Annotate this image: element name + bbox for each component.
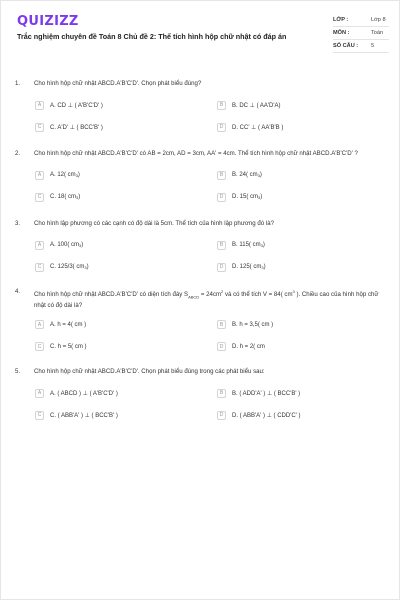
option-a[interactable] xyxy=(35,241,83,250)
option-d[interactable] xyxy=(217,263,266,272)
option-b[interactable] xyxy=(217,241,265,250)
option-letter: A xyxy=(35,101,44,110)
question-text: Cho hình hộp chữ nhật ABCD.A'B'C'D'. Chọn phát biểu đúng? xyxy=(34,80,202,87)
question-number: 1. xyxy=(15,80,21,87)
option-d[interactable] xyxy=(217,342,265,351)
question-number: 3. xyxy=(15,220,21,227)
option-text: A. CD ⊥ ( A'B'C'D' ) xyxy=(50,102,103,109)
meta-label: SỐ CÂU : xyxy=(333,43,359,49)
exponent: 3 xyxy=(76,194,79,200)
exponent: 3 xyxy=(257,172,260,178)
question-number: 5. xyxy=(15,368,21,375)
question-2 xyxy=(15,150,391,209)
option-letter: A xyxy=(35,320,44,329)
meta-table xyxy=(333,14,389,53)
option-a[interactable] xyxy=(35,389,118,398)
meta-row-subject xyxy=(333,27,389,40)
option-text: B. h = 3,5( cm ) xyxy=(232,321,274,328)
meta-value: 5 xyxy=(371,43,375,49)
option-text: A. h = 4( cm ) xyxy=(50,321,87,328)
meta-row-count xyxy=(333,40,389,53)
option-letter: C xyxy=(35,263,44,272)
option-tail: ) xyxy=(77,172,80,178)
option-tail: ) xyxy=(262,242,265,248)
option-a[interactable] xyxy=(35,101,103,110)
option-a[interactable] xyxy=(35,320,86,329)
option-b[interactable] xyxy=(217,320,273,329)
option-c[interactable] xyxy=(35,342,87,351)
option-tail: ) xyxy=(78,194,81,200)
question-4 xyxy=(15,288,391,358)
quizizz-logo: QUIZIZZ xyxy=(17,14,79,29)
option-letter: A xyxy=(35,389,44,398)
option-letter: B xyxy=(217,241,226,250)
option-letter: B xyxy=(217,389,226,398)
option-letter: A xyxy=(35,241,44,250)
option-text: C. 125/3( cm xyxy=(50,264,85,270)
option-c[interactable] xyxy=(35,263,89,272)
question-text: Cho hình hộp chữ nhật ABCD.A'B'C'D' có AB = 2cm, AD = 3cm, AA' = 4cm. Thể tích hình hộp chữ nhật ABCD.A'B'C'D' ? xyxy=(34,150,358,157)
option-text: B. DC ⊥ ( AA'D'A) xyxy=(232,102,281,109)
question-text: Cho hình lập phương có các cạnh có độ dài là 5cm. Thể tích của hình lập phương đó là? xyxy=(34,220,274,227)
option-tail: ) xyxy=(259,172,262,178)
option-c[interactable] xyxy=(35,411,118,420)
option-letter: D xyxy=(217,342,226,351)
meta-label: MÔN : xyxy=(333,30,350,36)
worksheet-title: Trắc nghiệm chuyên đề Toán 8 Chủ đề 2: Thể tích hình hộp chữ nhật có đáp án xyxy=(17,32,287,41)
option-text: B. 115( cm xyxy=(232,242,261,248)
meta-value: Toán xyxy=(371,30,384,36)
option-tail: ) xyxy=(260,194,263,200)
option-a[interactable] xyxy=(35,171,80,180)
meta-label: LỚP : xyxy=(333,17,349,23)
option-b[interactable] xyxy=(217,171,262,180)
option-letter: C xyxy=(35,123,44,132)
meta-value: Lớp 8 xyxy=(371,17,386,23)
option-c[interactable] xyxy=(35,123,103,132)
option-d[interactable] xyxy=(217,123,283,132)
option-text: A. 12( cm xyxy=(50,172,76,178)
option-letter: D xyxy=(217,123,226,132)
option-letter: D xyxy=(217,193,226,202)
option-text: D. 15( cm xyxy=(232,194,259,200)
option-text: D. ( ABB'A' ) ⊥ ( CDD'C' ) xyxy=(232,412,301,419)
option-text: A. 100( cm xyxy=(50,242,80,248)
exponent: 3 xyxy=(84,264,87,270)
exponent: 3 xyxy=(258,194,261,200)
option-letter: B xyxy=(217,101,226,110)
option-letter: C xyxy=(35,342,44,351)
option-letter: D xyxy=(217,411,226,420)
question-5 xyxy=(15,368,391,427)
option-letter: D xyxy=(217,263,226,272)
exponent: 3 xyxy=(261,264,264,270)
question-1 xyxy=(15,80,391,139)
meta-row-class xyxy=(333,14,389,27)
option-text: C. 18( cm xyxy=(50,194,77,200)
option-letter: B xyxy=(217,320,226,329)
option-tail: ) xyxy=(86,264,89,270)
option-text: D. h = 2( cm xyxy=(232,343,265,350)
option-letter: B xyxy=(217,171,226,180)
option-letter: A xyxy=(35,171,44,180)
option-tail: ) xyxy=(263,264,266,270)
option-letter: C xyxy=(35,193,44,202)
question-number: 4. xyxy=(15,288,21,295)
option-b[interactable] xyxy=(217,101,281,110)
option-letter: C xyxy=(35,411,44,420)
option-text: D. CC' ⊥ ( AA'B'B ) xyxy=(232,124,284,131)
exponent: 3 xyxy=(75,172,78,178)
option-b[interactable] xyxy=(217,389,300,398)
question-text: Cho hình hộp chữ nhật ABCD.A'B'C'D' có diện tích đáy $S_{ABCD} = 24cm^2$ và có thể tích V = 84( $cm^3$ ). Chiều cao của hình hộp chữ nhật có độ dài là? xyxy=(34,289,379,309)
question-3 xyxy=(15,220,391,279)
option-text: B. 24( cm xyxy=(232,172,258,178)
option-text: A. ( ABCD ) ⊥ ( A'B'C'D' ) xyxy=(50,390,118,397)
option-text: C. h = 5( cm ) xyxy=(50,343,87,350)
question-number: 2. xyxy=(15,150,21,157)
option-text: B. ( ADD'A' ) ⊥ ( BCC'B' ) xyxy=(232,390,301,397)
option-text: C. A'D' ⊥ ( BCC'B' ) xyxy=(50,124,103,131)
option-d[interactable] xyxy=(217,193,262,202)
option-tail: ) xyxy=(81,242,84,248)
option-c[interactable] xyxy=(35,193,80,202)
question-text: Cho hình hộp chữ nhật ABCD.A'B'C'D'. Chọn phát biểu đúng trong các phát biểu sau: xyxy=(34,368,265,375)
exponent: 3 xyxy=(260,242,263,248)
option-text: C. ( ABB'A' ) ⊥ ( BCC'B' ) xyxy=(50,412,118,419)
option-d[interactable] xyxy=(217,411,300,420)
option-text: D. 125( cm xyxy=(232,264,262,270)
exponent: 3 xyxy=(79,242,82,248)
